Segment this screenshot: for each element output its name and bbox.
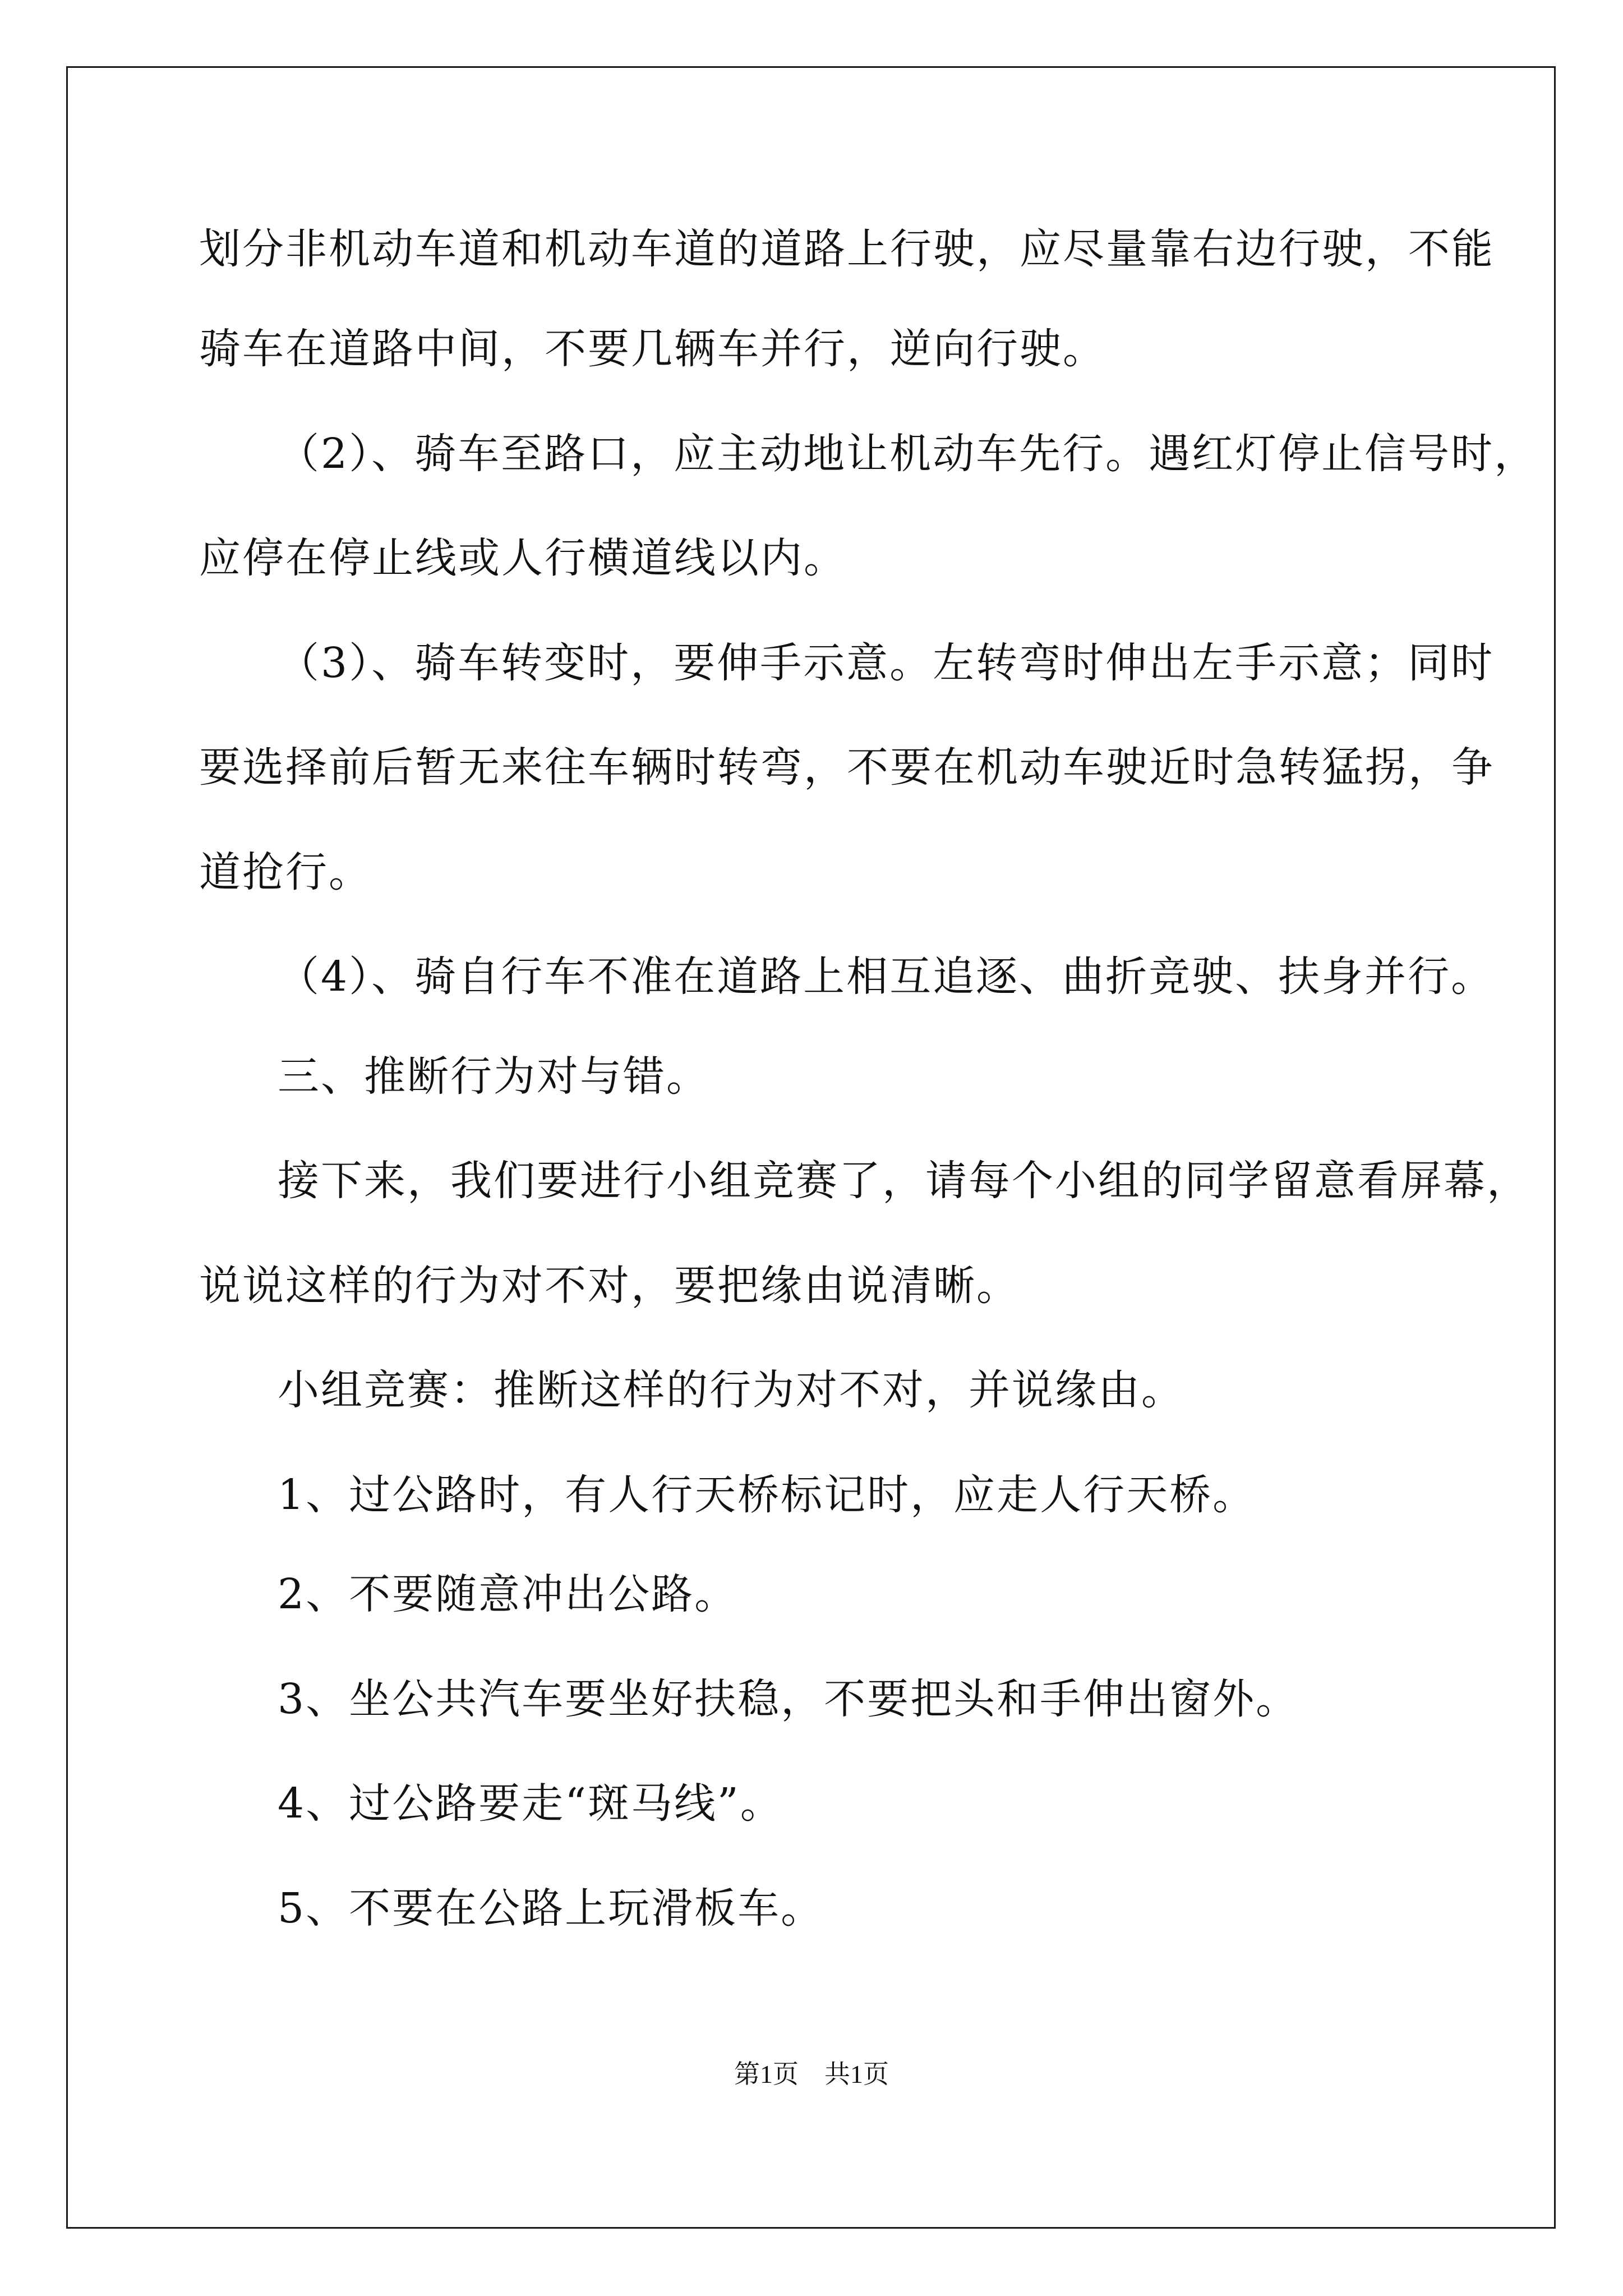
body-line-2: 骑车在道路中间，不要几辆车并行，逆向行驶。 (199, 325, 1106, 373)
body-line-4: 应停在停止线或人行横道线以内。 (199, 534, 847, 582)
body-line-5: （3）、骑车转变时，要伸手示意。左转弯时伸出左手示意；同时 (278, 639, 1495, 687)
body-line-11: 说说这样的行为对不对，要把缘由说清晰。 (199, 1262, 1020, 1310)
body-line-6: 要选择前后暂无来往车辆时转弯，不要在机动车驶近时急转猛拐，争 (199, 743, 1495, 792)
list-item-3: 3、坐公共汽车要坐好扶稳，不要把头和手伸出窗外。 (278, 1675, 1299, 1723)
body-line-12: 小组竞赛：推断这样的行为对不对，并说缘由。 (278, 1366, 1184, 1414)
body-line-3: （2）、骑车至路口，应主动地让机动车先行。遇红灯停止信号时， (278, 430, 1538, 478)
list-item-2: 2、不要随意冲出公路。 (278, 1570, 738, 1618)
body-line-7: 道抢行。 (199, 848, 372, 896)
body-line-1: 划分非机动车道和机动车道的道路上行驶，应尽量靠右边行驶，不能 (199, 225, 1495, 273)
page-footer (0, 2058, 1623, 2091)
section-heading: 三、推断行为对与错。 (278, 1052, 709, 1101)
list-item-5: 5、不要在公路上玩滑板车。 (278, 1884, 824, 1932)
list-item-4: 4、过公路要走“斑马线”。 (278, 1779, 783, 1828)
page-number-label: 第1页 共1页 (734, 2060, 889, 2088)
list-item-1: 1、过公路时，有人行天桥标记时，应走人行天桥。 (278, 1471, 1256, 1519)
body-line-8: （4）、骑自行车不准在道路上相互追逐、曲折竞驶、扶身并行。 (278, 953, 1495, 1001)
body-line-10: 接下来，我们要进行小组竞赛了，请每个小组的同学留意看屏幕， (278, 1157, 1530, 1205)
